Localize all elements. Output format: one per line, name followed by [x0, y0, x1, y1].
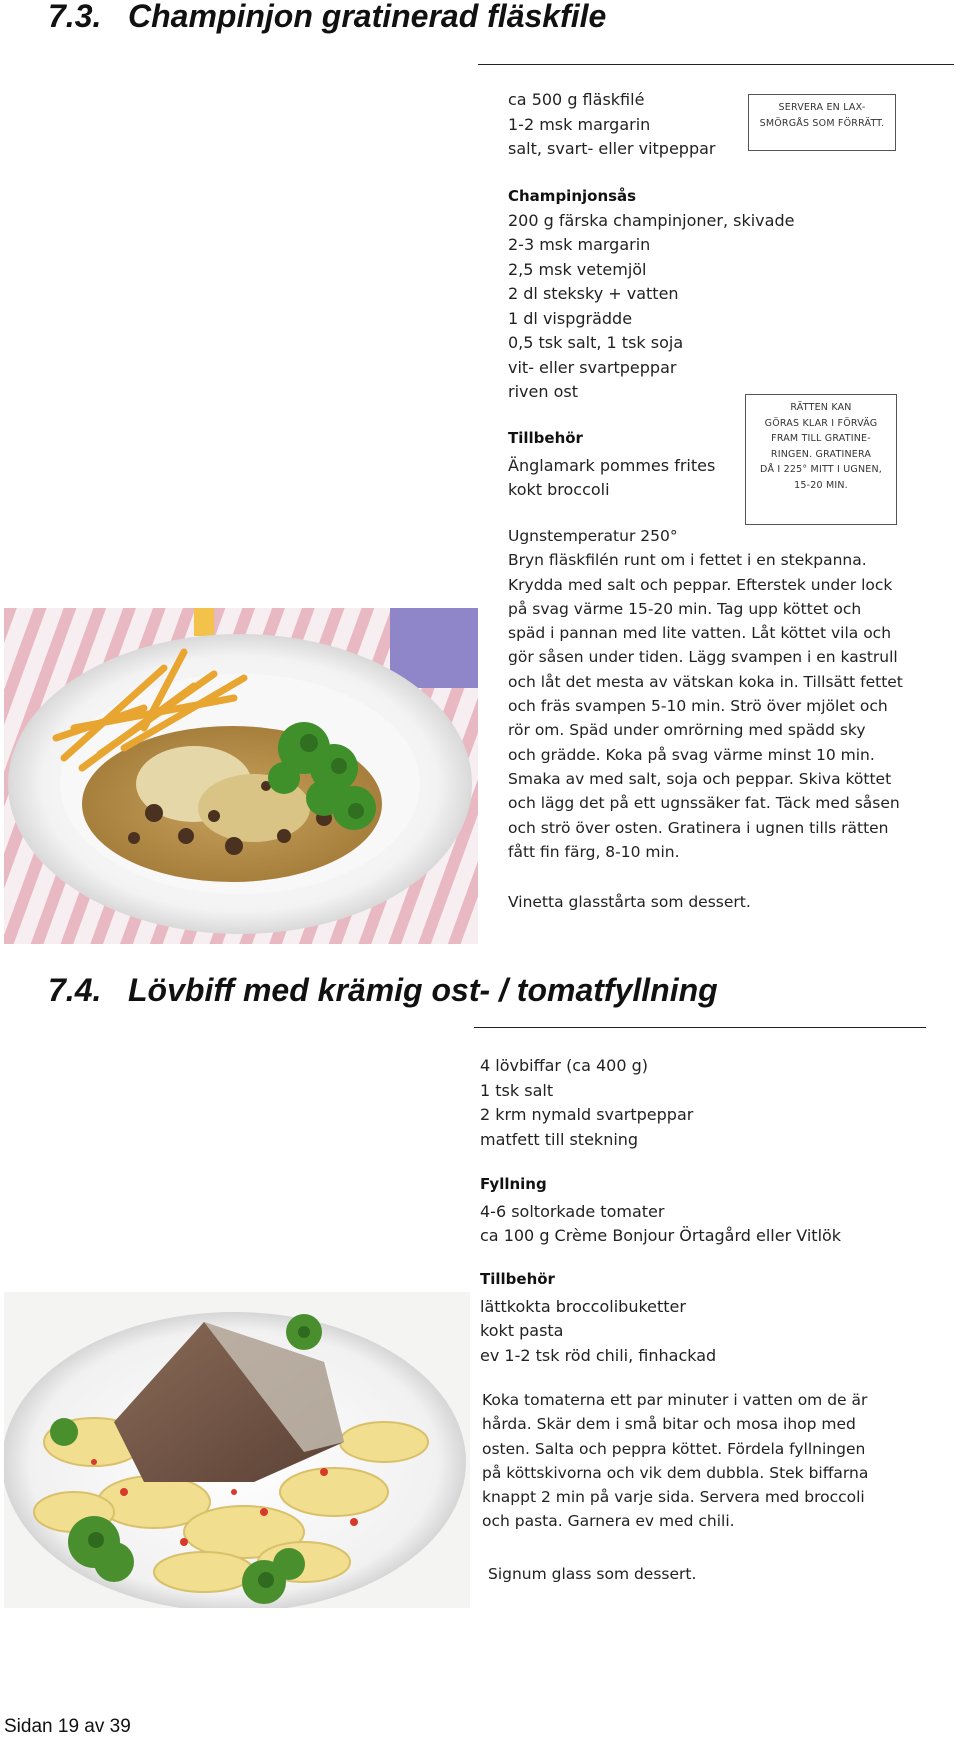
sauce-line: 0,5 tsk salt, 1 tsk soja: [508, 333, 684, 352]
tip-line: SMÖRGÅS SOM FÖRRÄTT.: [759, 117, 885, 129]
recipe-2-ingredients: [480, 1054, 693, 1152]
tip-line: GÖRAS KLAR I FÖRVÄG: [764, 417, 878, 429]
recipe-1-method: [508, 524, 903, 864]
method-line: hårda. Skär dem i små bitar och mosa ihop med: [482, 1415, 856, 1434]
prep-tip-box: [745, 394, 897, 525]
recipe-2-sides: [480, 1267, 716, 1368]
method-line: och pasta. Garnera ev med chili.: [482, 1512, 735, 1531]
filling-line: ca 100 g Crème Bonjour Örtagård eller Vitlök: [480, 1226, 842, 1245]
sauce-line: 1 dl vispgrädde: [508, 308, 633, 328]
method-line: Smaka av med salt, soja och peppar. Skiva köttet: [508, 769, 892, 788]
ingredient-line: 4 lövbiffar (ca 400 g): [480, 1056, 649, 1075]
method-line: Ugnstemperatur 250°: [508, 527, 678, 545]
page-footer: Sidan 19 av 39: [4, 1716, 131, 1737]
recipe-2-number: 7.4.: [48, 972, 102, 1008]
method-line: Koka tomaterna ett par minuter i vatten om de är: [482, 1391, 868, 1409]
ingredient-line: 2 krm nymald svartpeppar: [480, 1105, 694, 1124]
pork-dish-photo: [4, 608, 478, 944]
method-line: Krydda med salt och peppar. Efterstek under lock: [508, 575, 893, 594]
ingredient-line: 1-2 msk margarin: [508, 114, 651, 134]
method-line: och låt det mesta av vätskan koka in. Tillsätt fettet: [508, 672, 903, 691]
filling-line: 4-6 soltorkade tomater: [480, 1201, 665, 1221]
recipe-1-title: Champinjon gratinerad fläskfile: [128, 0, 607, 34]
method-line: på svag värme 15-20 min. Tag upp köttet och: [508, 599, 862, 618]
recipe-2-dessert: Signum glass som dessert.: [488, 1565, 697, 1583]
method-line: rör om. Späd under omrörning med spädd sky: [508, 721, 866, 740]
method-line: späd i pannan med lite vatten. Låt köttet vila och: [508, 624, 892, 643]
sauce-line: 2-3 msk margarin: [508, 235, 651, 254]
method-line: på köttskivorna och vik dem dubbla. Stek biffarna: [482, 1463, 869, 1482]
method-line: fått fin färg, 8-10 min.: [508, 842, 680, 861]
sauce-line: vit- eller svartpeppar: [508, 357, 677, 377]
sides-heading: Tillbehör: [480, 1270, 555, 1288]
side-line: kokt pasta: [480, 1321, 564, 1340]
sauce-section: [508, 184, 794, 405]
sides-heading: Tillbehör: [508, 429, 583, 447]
ingredient-line: 1 tsk salt: [480, 1080, 554, 1100]
steak-pasta-photo: [4, 1292, 470, 1608]
tip-line: RÄTTEN KAN: [790, 402, 852, 413]
recipe-2-method: [482, 1388, 868, 1534]
recipe-2-rule: [474, 1027, 926, 1028]
recipe-2-heading: [48, 972, 718, 1009]
filling-section: [480, 1172, 841, 1249]
sauce-line: 2,5 msk vetemjöl: [508, 259, 647, 279]
method-line: och fräs svampen 5-10 min. Strö över mjölet och: [508, 697, 888, 716]
recipe-1-number: 7.3.: [48, 0, 102, 34]
sauce-line: 200 g färska champinjoner, skivade: [508, 210, 795, 230]
tip-line: 15-20 MIN.: [794, 479, 848, 491]
recipe-1-heading: [48, 0, 606, 35]
ingredient-line: matfett till stekning: [480, 1129, 639, 1149]
method-line: gör såsen under tiden. Lägg svampen i en kastrull: [508, 648, 898, 667]
method-line: Bryn fläskfilén runt om i fettet i en stekpanna.: [508, 551, 867, 570]
sauce-line: riven ost: [508, 382, 578, 401]
method-line: knappt 2 min på varje sida. Servera med broccoli: [482, 1488, 865, 1507]
side-line: Änglamark pommes frites: [508, 455, 716, 475]
tip-line: RINGEN. GRATINERA: [770, 448, 872, 460]
recipe-1-rule: [478, 64, 954, 65]
tip-line: SERVERA EN LAX-: [778, 102, 866, 113]
recipe-1-dessert: Vinetta glasstårta som dessert.: [508, 893, 751, 911]
method-line: och strö över osten. Gratinera i ugnen tills rätten: [508, 818, 889, 837]
sauce-line: 2 dl steksky + vatten: [508, 284, 679, 303]
side-line: lättkokta broccolibuketter: [480, 1296, 686, 1316]
tip-line: FRAM TILL GRATINE-: [771, 433, 871, 444]
recipe-1-ingredients: [508, 88, 715, 162]
tip-line: DÅ I 225° MITT I UGNEN,: [760, 464, 882, 475]
recipe-1-sides: [508, 426, 715, 503]
sauce-heading: Champinjonsås: [508, 187, 637, 205]
side-line: kokt broccoli: [508, 480, 610, 499]
method-line: och grädde. Koka på svag värme minst 10 min.: [508, 745, 875, 764]
side-line: ev 1-2 tsk röd chili, finhackad: [480, 1345, 717, 1365]
recipe-2-title: Lövbiff med krämig ost- / tomatfyllning: [128, 972, 718, 1008]
method-line: och lägg det på ett ugnssäker fat. Täck med såsen: [508, 794, 900, 813]
filling-heading: Fyllning: [480, 1175, 547, 1193]
serving-tip-box: [748, 94, 896, 151]
ingredient-line: ca 500 g fläskfilé: [508, 90, 645, 109]
method-line: osten. Salta och peppra köttet. Fördela fyllningen: [482, 1439, 866, 1458]
ingredient-line: salt, svart- eller vitpeppar: [508, 139, 716, 158]
